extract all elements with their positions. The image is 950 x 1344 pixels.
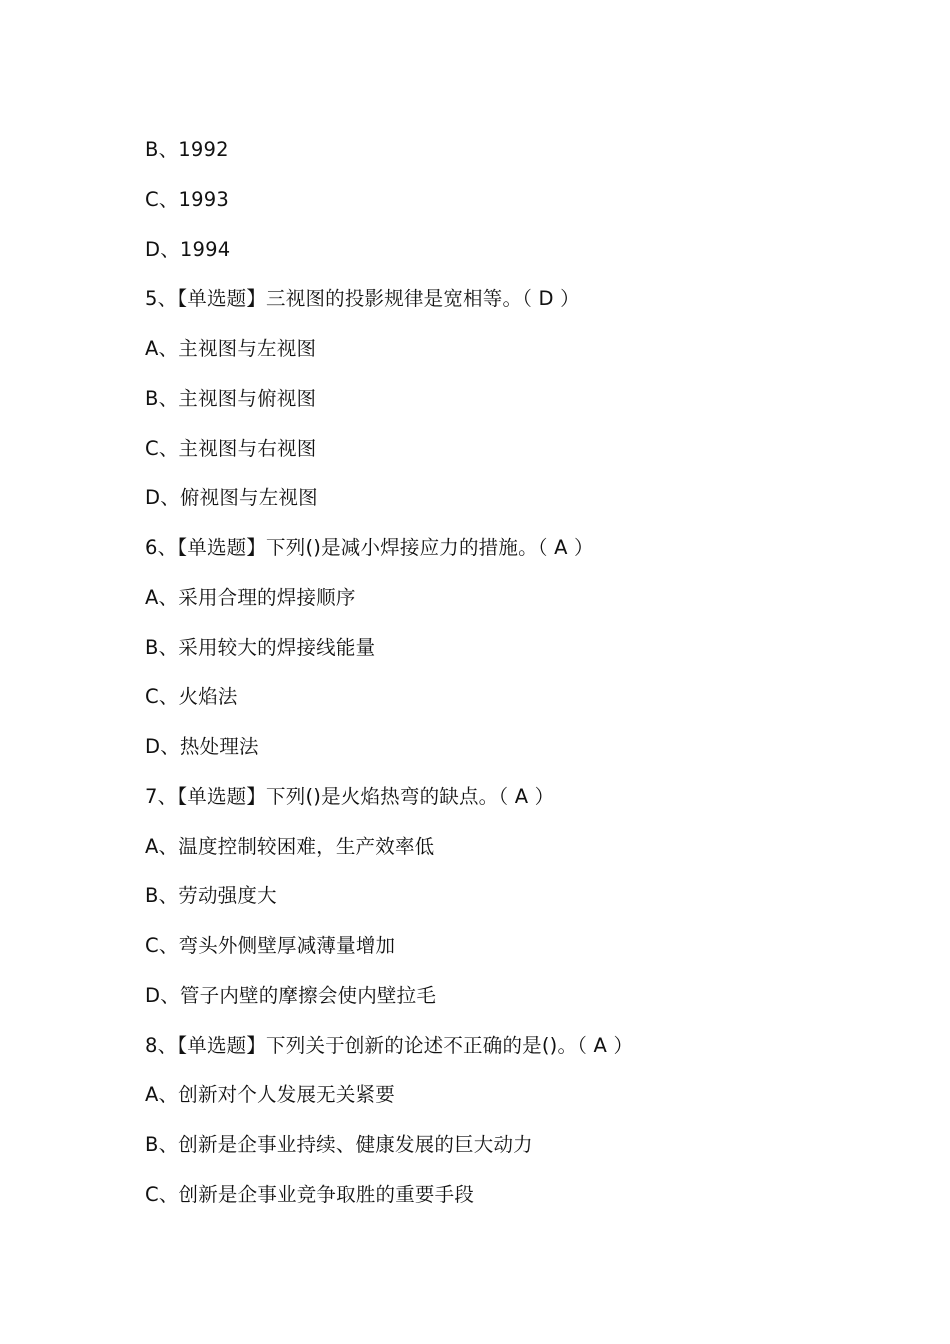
option-line: A、采用合理的焊接顺序 <box>145 585 356 609</box>
option-line: C、1993 <box>145 187 229 211</box>
option-line: D、管子内壁的摩擦会使内壁拉毛 <box>145 983 437 1007</box>
question-line: 7、【单选题】下列()是火焰热弯的缺点。（ A ） <box>145 784 555 808</box>
option-line: D、俯视图与左视图 <box>145 486 318 510</box>
question-list <box>145 136 905 1231</box>
option-line: A、主视图与左视图 <box>145 337 317 360</box>
option-line: D、热处理法 <box>145 735 259 758</box>
option-line: A、温度控制较困难，生产效率低 <box>145 834 435 858</box>
option-line: B、采用较大的焊接线能量 <box>145 635 376 659</box>
option-line: C、弯头外侧壁厚减薄量增加 <box>145 934 396 957</box>
question-line: 5、【单选题】三视图的投影规律是宽相等。（ D ） <box>145 287 580 311</box>
option-line: D、1994 <box>145 237 231 261</box>
question-line: 8、【单选题】下列关于创新的论述不正确的是()。（ A ） <box>145 1033 634 1057</box>
option-line: B、劳动强度大 <box>145 884 277 908</box>
option-line: B、主视图与俯视图 <box>145 386 317 410</box>
option-line: C、火焰法 <box>145 685 238 709</box>
option-line: B、1992 <box>145 138 229 161</box>
option-line: A、创新对个人发展无关紧要 <box>145 1083 395 1107</box>
option-line: B、创新是企事业持续、健康发展的巨大动力 <box>145 1133 533 1156</box>
option-line: C、主视图与右视图 <box>145 436 317 460</box>
question-line: 6、【单选题】下列()是减小焊接应力的措施。（ A ） <box>145 536 594 559</box>
option-line: C、创新是企事业竞争取胜的重要手段 <box>145 1182 475 1206</box>
